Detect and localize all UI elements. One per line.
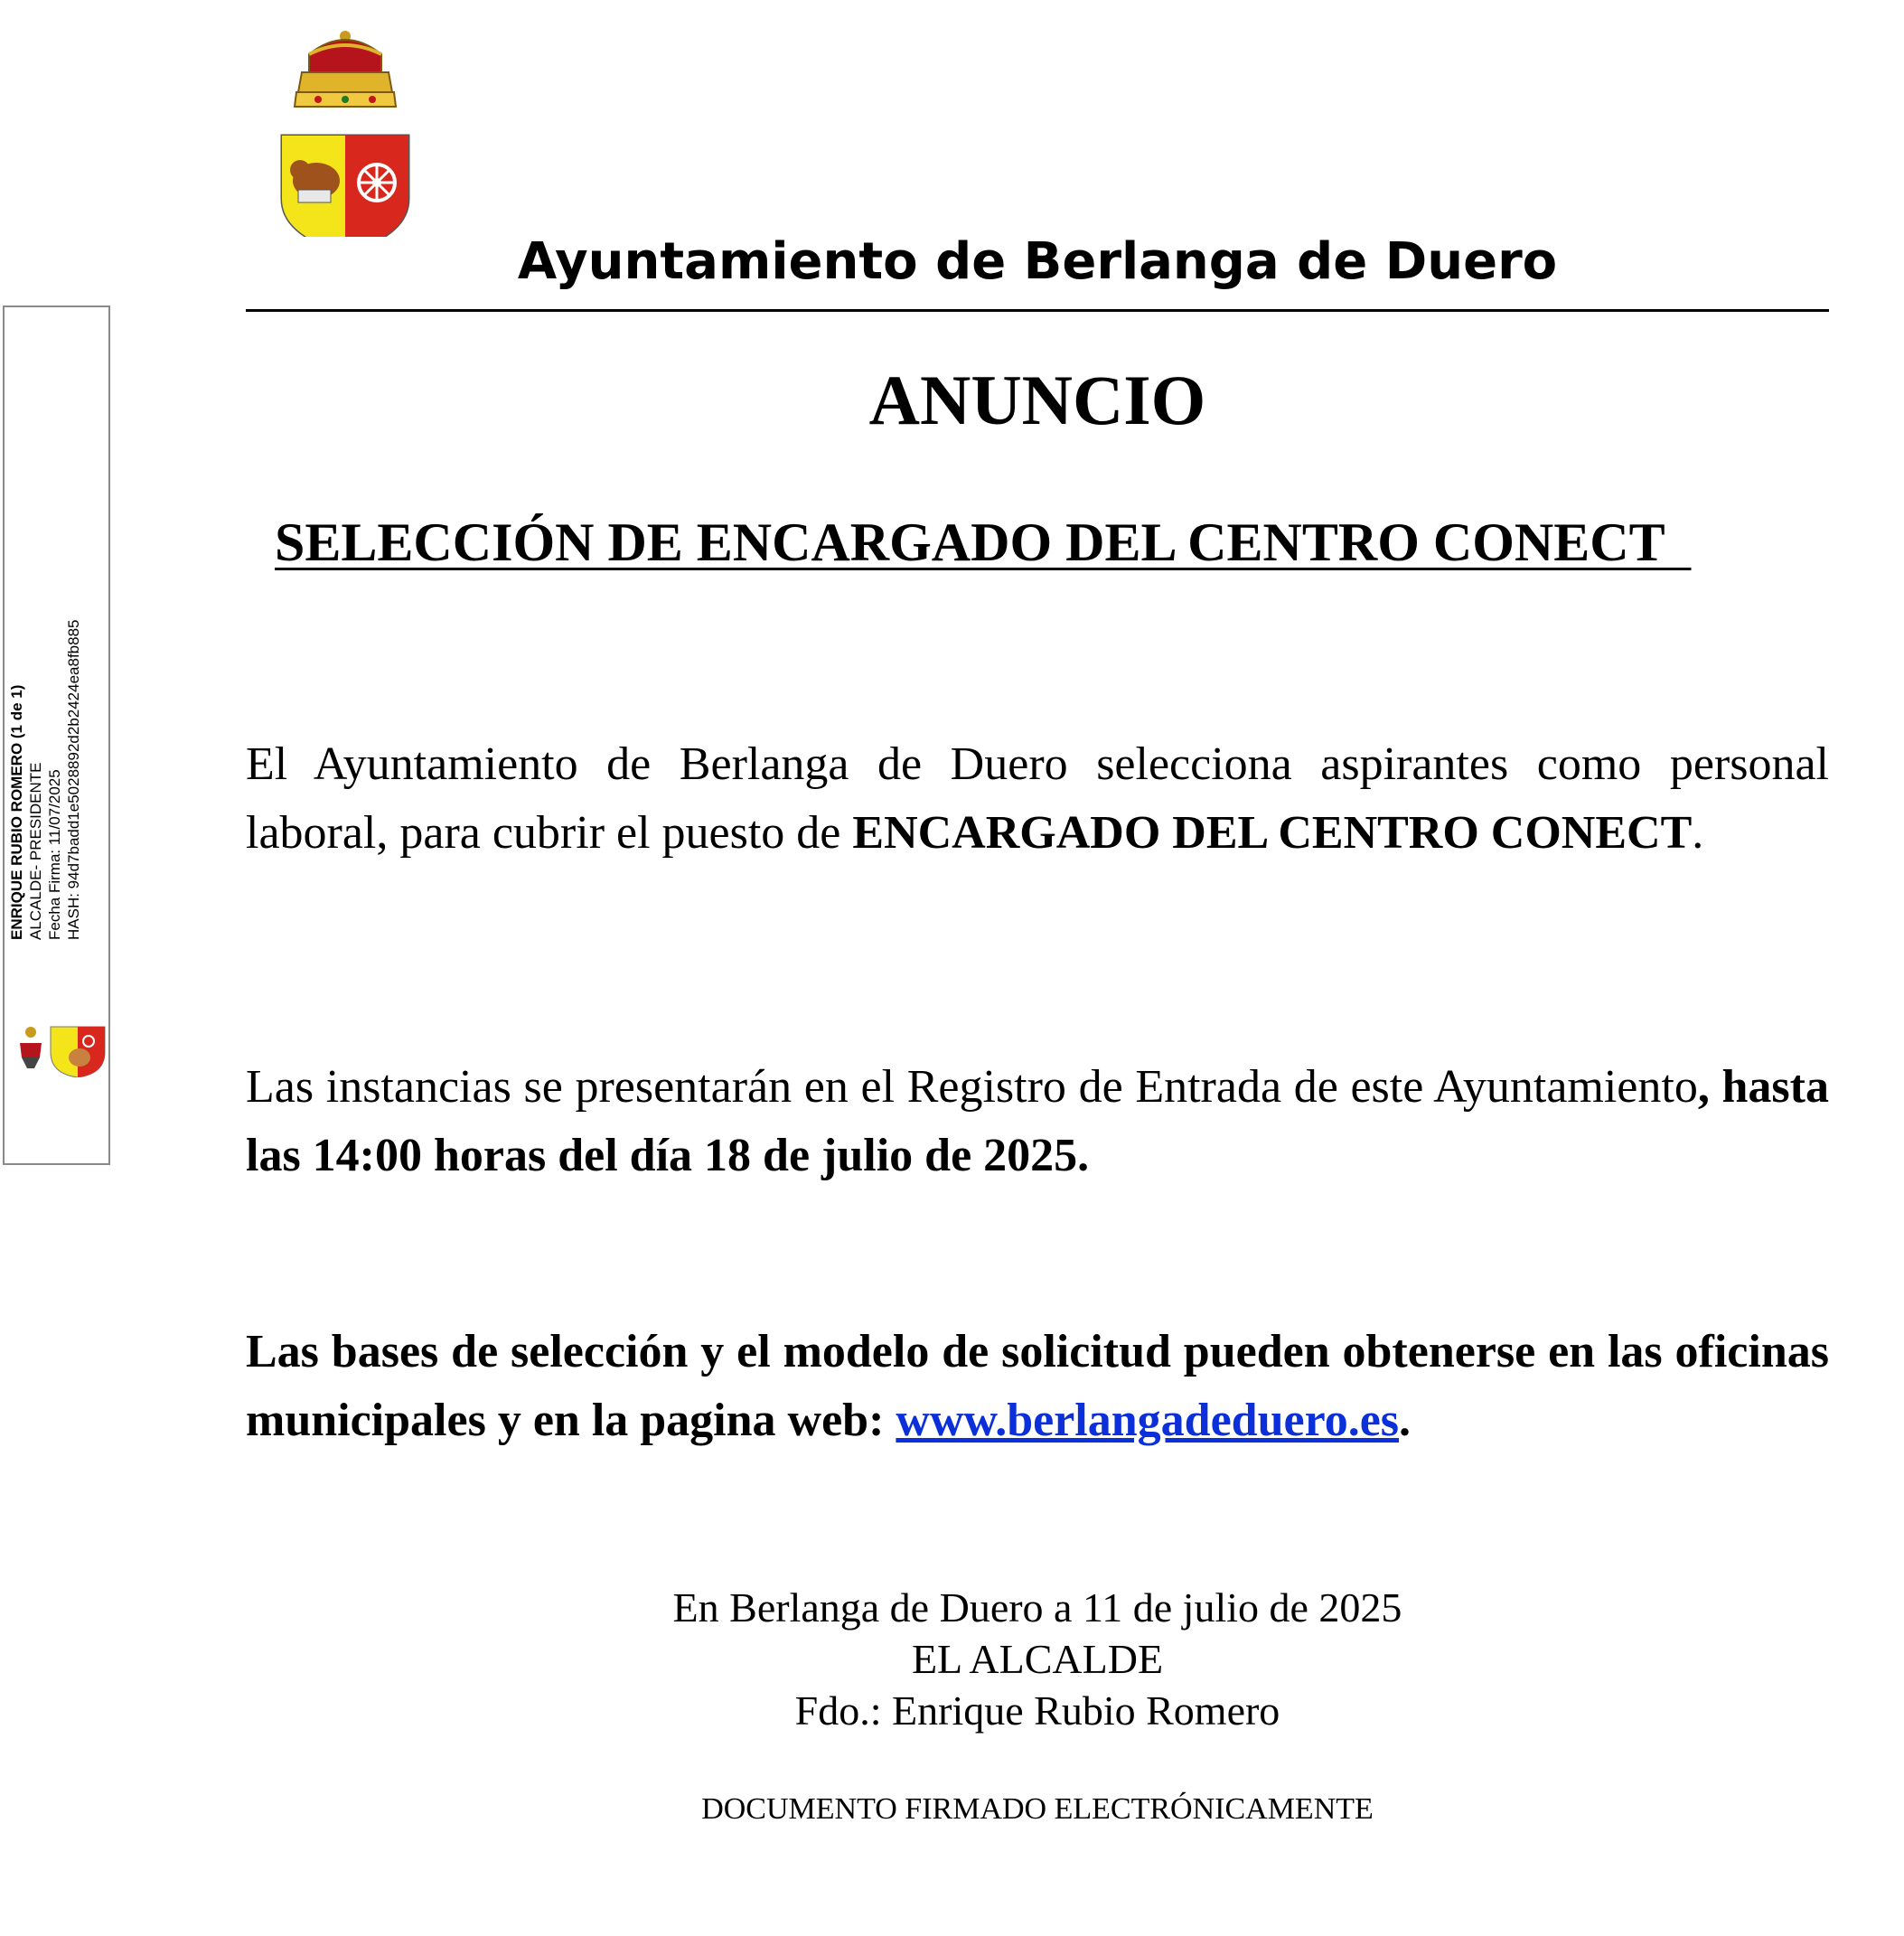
- electronic-signature-note: DOCUMENTO FIRMADO ELECTRÓNICAMENTE: [701, 1792, 1374, 1826]
- small-coat-of-arms-icon: [14, 1021, 108, 1077]
- website-link[interactable]: www.berlangadeduero.es: [896, 1395, 1400, 1446]
- signer-role: ALCALDE- PRESIDENTE: [27, 762, 44, 940]
- announcement-subheading: SELECCIÓN DE ENCARGADO DEL CENTRO CONECT: [275, 512, 1692, 572]
- paragraph-text: Las bases de selección y el modelo de solicitud pueden obtenerse en las oficinas municipales y en la pagina web:: [246, 1326, 1829, 1446]
- paragraph-deadline: [246, 1053, 1829, 1190]
- paragraph-bases: [246, 1318, 1829, 1455]
- deadline-text: , hasta las 14:00 horas del día 18 de julio de 2025.: [246, 1061, 1829, 1181]
- header-divider: [246, 309, 1829, 312]
- paragraph-end: .: [1692, 807, 1704, 859]
- crown-icon: [295, 31, 396, 107]
- closing-block: [246, 1582, 1829, 1736]
- paragraph-selection: [246, 730, 1829, 868]
- coat-of-arms-icon: [246, 27, 437, 237]
- signed-by: Fdo.: Enrique Rubio Romero: [794, 1687, 1280, 1734]
- paragraph-text: Las instancias se presentarán en el Registro de Entrada de este Ayuntamiento: [246, 1061, 1698, 1113]
- signature-date: Fecha Firma: 11/07/2025: [46, 769, 63, 940]
- paragraph-end: .: [1399, 1395, 1412, 1446]
- organization-title: Ayuntamiento de Berlanga de Duero: [517, 232, 1558, 291]
- paragraph-text: El Ayuntamiento de Berlanga de Duero selecciona aspirantes como personal laboral, para cubrir el puesto de: [246, 738, 1829, 859]
- signer-name: ENRIQUE RUBIO ROMERO (1 de 1): [8, 684, 25, 940]
- position-title: ENCARGADO DEL CENTRO CONECT: [852, 807, 1693, 859]
- place-date: En Berlanga de Duero a 11 de julio de 2025: [672, 1584, 1402, 1631]
- announcement-heading: ANUNCIO: [868, 361, 1206, 439]
- signer-title: EL ALCALDE: [911, 1636, 1164, 1682]
- signature-details: [7, 398, 83, 940]
- signature-hash: HASH: 94d7badd1e5028892d2b2424ea8fb885: [65, 619, 82, 940]
